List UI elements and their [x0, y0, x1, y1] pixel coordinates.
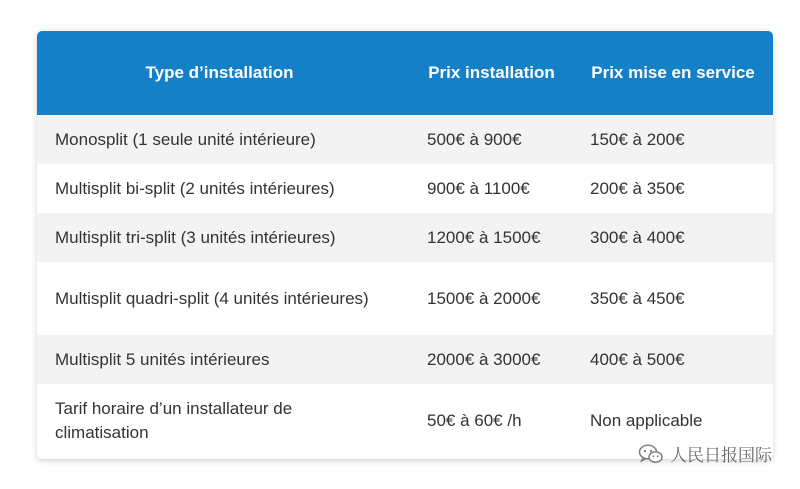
table-row [37, 164, 773, 213]
table-row [37, 115, 773, 164]
header-price-service: Prix mise en service [591, 63, 755, 82]
cell-install-price: 500€ à 900€ [427, 129, 522, 149]
price-table-card [37, 31, 773, 459]
price-table [37, 31, 773, 457]
cell-install-price: 50€ à 60€ /h [427, 410, 522, 430]
cell-type: Tarif horaire d’un installateur de climatisation [55, 398, 293, 442]
cell-service-price: 400€ à 500€ [590, 349, 685, 369]
cell-type: Multisplit tri-split (3 unités intérieures) [55, 227, 336, 247]
cell-install-price: 1200€ à 1500€ [427, 227, 541, 247]
table-row [37, 213, 773, 262]
watermark [638, 441, 772, 466]
cell-service-price: 150€ à 200€ [590, 129, 685, 149]
cell-install-price: 1500€ à 2000€ [427, 288, 541, 308]
table-row [37, 335, 773, 384]
table-body [37, 115, 773, 457]
cell-install-price: 900€ à 1100€ [427, 178, 530, 198]
cell-service-price: 300€ à 400€ [590, 227, 685, 247]
cell-type: Multisplit 5 unités intérieures [55, 349, 270, 369]
wechat-icon [638, 443, 664, 465]
cell-type: Multisplit quadri-split (4 unités intérieures) [55, 288, 369, 308]
watermark-text: 人民日报国际 [670, 446, 772, 466]
cell-service-price: Non applicable [590, 410, 703, 430]
table-header [37, 31, 773, 115]
cell-service-price: 200€ à 350€ [590, 178, 685, 198]
cell-service-price: 350€ à 450€ [590, 288, 685, 308]
cell-type: Monosplit (1 seule unité intérieure) [55, 129, 316, 149]
cell-type: Multisplit bi-split (2 unités intérieures) [55, 178, 335, 198]
header-price-install: Prix installation [428, 63, 555, 82]
cell-install-price: 2000€ à 3000€ [427, 349, 541, 369]
header-type: Type d’installation [145, 63, 294, 82]
table-row [37, 262, 773, 335]
header-row [37, 31, 773, 115]
